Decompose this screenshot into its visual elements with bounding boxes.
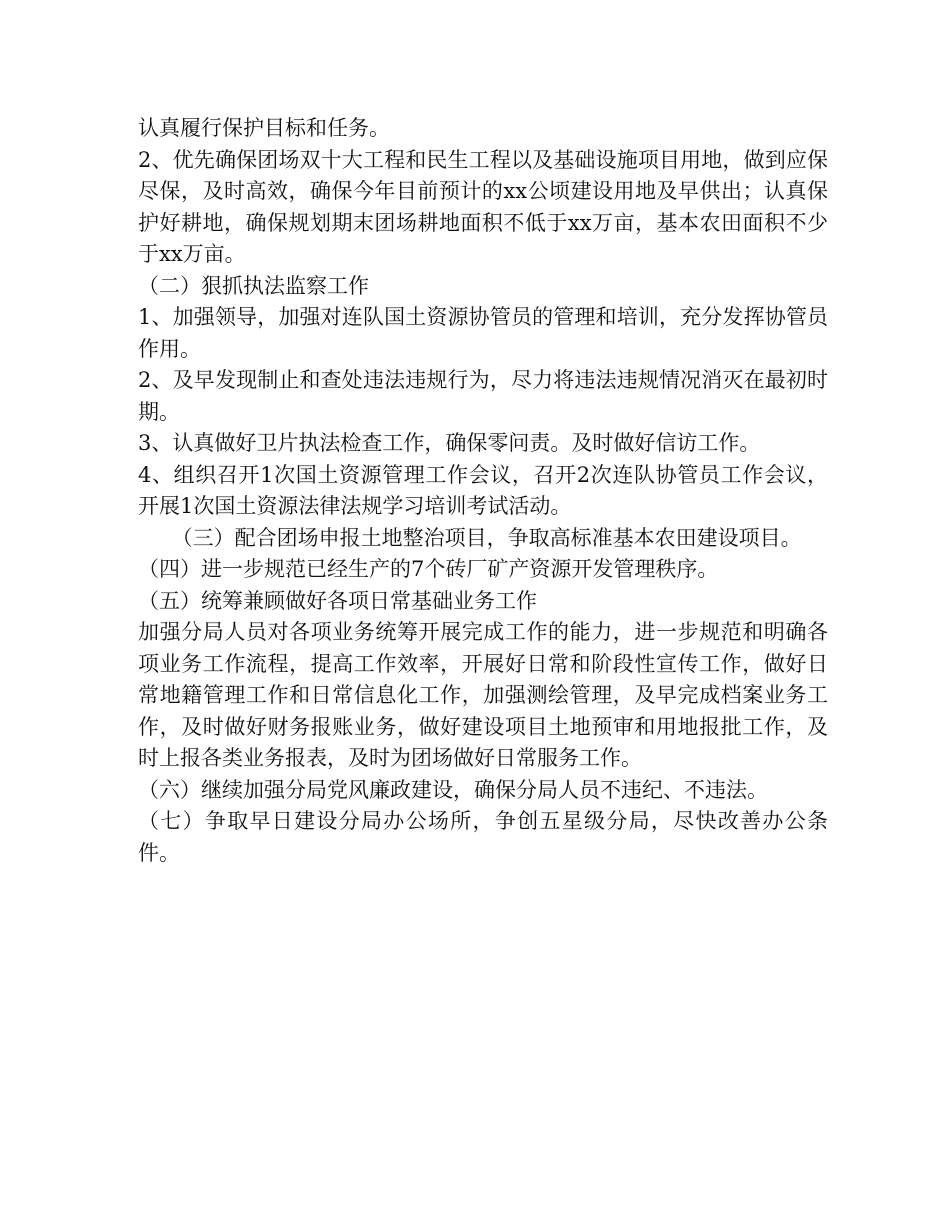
paragraph-intro-end: 认真履行保护目标和任务。 [138,116,390,140]
document-body [138,113,828,869]
paragraph-item-land-supply: 2、优先确保团场双十大工程和民生工程以及基础设施项目用地，做到应保尽保，及时高效，确保今年目前预计的xx公顷建设用地及早供出；认真保护好耕地，确保规划期末团场耕地面积不低于xx万亩，基本农田面积不少于xx万亩。 [138,147,828,266]
section-heading-brick-factories: （四）进一步规范已经生产的7个砖厂矿产资源开发管理秩序。 [138,557,719,581]
section-heading-land-consolidation: （三）配合团场申报土地整治项目，争取高标准基本农田建设项目。 [171,525,802,550]
paragraph-item-meetings: 4、组织召开1次国土资源管理工作会议，召开2次连队协管员工作会议，开展1次国土资源法律法规学习培训考试活动。 [138,462,828,518]
paragraph-item-violations: 2、及早发现制止和查处违法违规行为，尽力将违法违规情况消灭在最初时期。 [138,368,828,424]
section-heading-law-enforcement: （二）狠抓执法监察工作 [138,273,369,298]
paragraph-item-leadership: 1、加强领导，加强对连队国土资源协管员的管理和培训，充分发挥协管员作用。 [138,305,828,361]
section-heading-office: （七）争取早日建设分局办公场所，争创五星级分局，尽快改善办公条件。 [138,809,828,865]
section-heading-daily-work: （五）统筹兼顾做好各项日常基础业务工作 [138,588,537,613]
paragraph-item-satellite-inspection: 3、认真做好卫片执法检查工作，确保零问责。及时做好信访工作。 [138,431,761,455]
paragraph-daily-work-detail: 加强分局人员对各项业务统筹开展完成工作的能力，进一步规范和明确各项业务工作流程，提高工作效率，开展好日常和阶段性宣传工作，做好日常地籍管理工作和日常信息化工作，加强测绘管理，及早完成档案业务工作，及时做好财务报账业务，做好建设项目土地预审和用地报批工作，及时上报各类业务报表，及时为团场做好日常服务工作。 [138,620,828,770]
section-heading-integrity: （六）继续加强分局党风廉政建设，确保分局人员不违纪、不违法。 [138,777,768,802]
